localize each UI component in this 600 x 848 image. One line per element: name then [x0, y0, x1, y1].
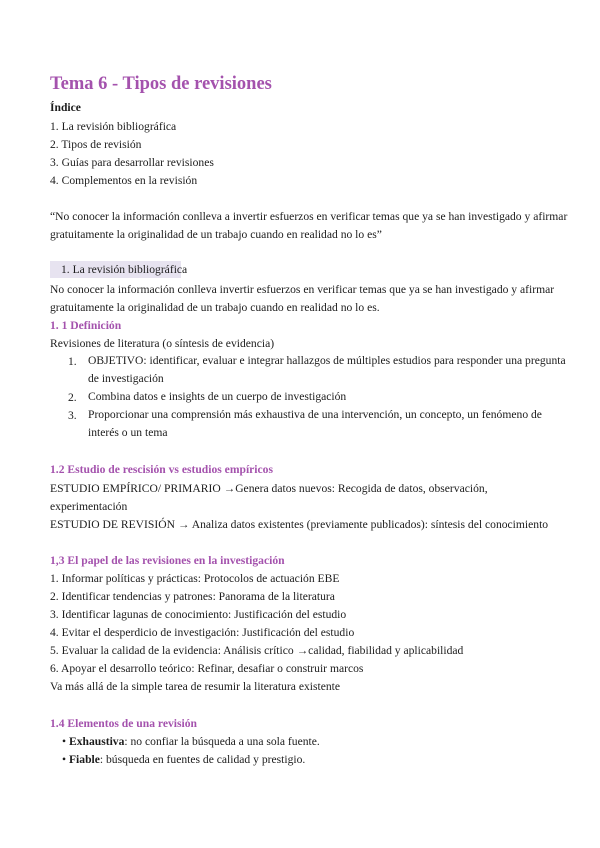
subsection-heading-estudios: 1.2 Estudio de rescisión vs estudios empíricos	[50, 463, 273, 476]
role-item: 2. Identificar tendencias y patrones: Panorama de la literatura	[50, 590, 335, 603]
role-closing: Va más allá de la simple tarea de resumir la literatura existente	[50, 680, 341, 693]
list-item-text: Proporcionar una comprensión más exhaustiva de una intervención, un concepto, un fenómeno de interés o un tema	[88, 408, 542, 439]
list-number: 1.	[68, 355, 77, 368]
bullet-text: : búsqueda en fuentes de calidad y prestigio.	[99, 753, 306, 766]
index-heading: Índice	[50, 101, 81, 114]
bullet-term: Exhaustiva	[68, 735, 125, 748]
bullet-text: : no confiar la búsqueda a una sola fuente.	[124, 735, 320, 748]
list-number: 2.	[68, 391, 77, 404]
subsection-heading-papel: 1,3 El papel de las revisiones en la investigación	[50, 554, 285, 567]
study-line: ESTUDIO DE REVISIÓN → Analiza datos existentes (previamente publicados): síntesis del conocimiento	[50, 518, 549, 531]
section-paragraph: gratuitamente la originalidad de un trabajo cuando en realidad no lo es.	[50, 301, 380, 314]
role-item: 1. Informar políticas y prácticas: Protocolos de actuación EBE	[50, 572, 340, 585]
list-number: 3.	[68, 409, 77, 422]
role-item: 5. Evaluar la calidad de la evidencia: Análisis crítico →calidad, fiabilidad y aplicabilidad	[50, 644, 464, 657]
role-item: 6. Apoyar el desarrollo teórico: Refinar, desafiar o construir marcos	[50, 662, 364, 675]
quote-line: “No conocer la información conlleva a invertir esfuerzos en verificar temas que ya se han investigado y afirmar	[50, 210, 568, 223]
section-heading: 1. La revisión bibliográfica	[61, 263, 188, 276]
study-line: experimentación	[50, 500, 128, 513]
index-item: 2. Tipos de revisión	[50, 138, 142, 151]
bullet-item	[62, 752, 305, 767]
subsection-heading-definicion: 1. 1 Definición	[50, 319, 122, 332]
bullet-term: Fiable	[68, 753, 100, 766]
index-item: 4. Complementos en la revisión	[50, 174, 198, 187]
study-line: ESTUDIO EMPÍRICO/ PRIMARIO →Genera datos nuevos: Recogida de datos, observación,	[50, 482, 488, 495]
bullet-icon: •	[62, 753, 67, 766]
list-item-text: OBJETIVO: identificar, evaluar e integrar hallazgos de múltiples estudios para responder una pregunta de investigación	[88, 354, 566, 385]
subsection-heading-elementos: 1.4 Elementos de una revisión	[50, 717, 197, 730]
bullet-icon: •	[62, 735, 67, 748]
index-item: 3. Guías para desarrollar revisiones	[50, 156, 214, 169]
role-item: 4. Evitar el desperdicio de investigación: Justificación del estudio	[50, 626, 355, 639]
role-item: 3. Identificar lagunas de conocimiento: Justificación del estudio	[50, 608, 347, 621]
section-heading-highlight	[50, 261, 188, 278]
quote-line: gratuitamente la originalidad de un trabajo cuando en realidad no lo es”	[50, 228, 382, 241]
document-title: Tema 6 - Tipos de revisiones	[50, 74, 272, 94]
list-item-text: Combina datos e insights de un cuerpo de investigación	[88, 390, 347, 403]
definition-intro: Revisiones de literatura (o síntesis de evidencia)	[50, 337, 275, 350]
section-paragraph: No conocer la información conlleva invertir esfuerzos en verificar temas que ya se han investigado y afirmar	[50, 283, 555, 296]
index-item: 1. La revisión bibliográfica	[50, 120, 177, 133]
bullet-item	[62, 734, 320, 749]
